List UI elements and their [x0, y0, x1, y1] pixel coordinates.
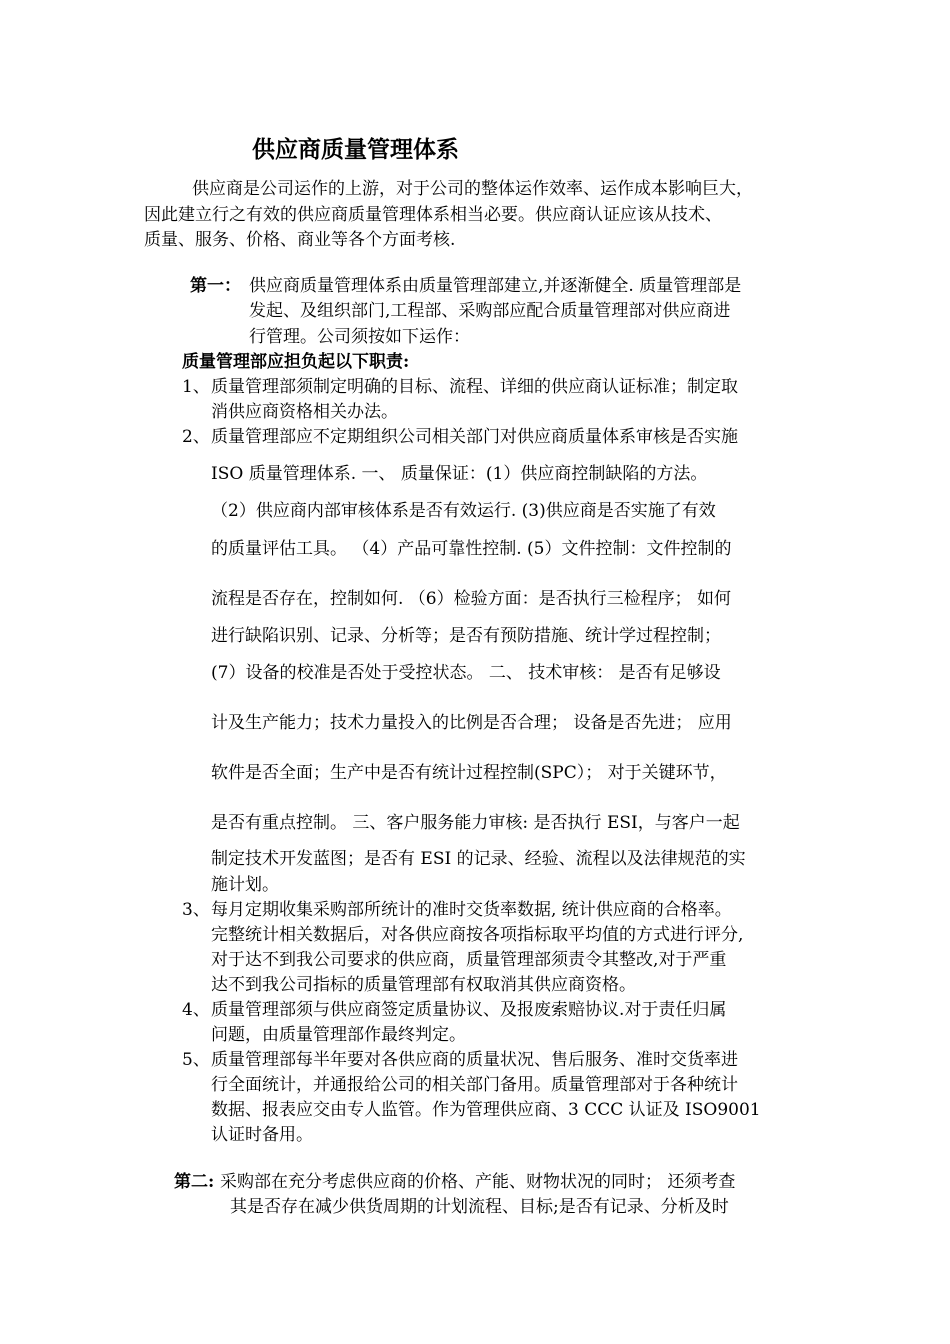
item-line: 质量管理部应不定期组织公司相关部门对供应商质量体系审核是否实施 [211, 427, 738, 447]
first-line: 发起、及组织部门,工程部、采购部应配合质量管理部对供应商进 [249, 301, 731, 321]
intro-line: 因此建立行之有效的供应商质量管理体系相当必要。供应商认证应该从技术、 [144, 205, 722, 225]
second-line: 其是否存在减少供货周期的计划流程、目标;是否有记录、分析及时 [230, 1197, 729, 1217]
item-subline: 软件是否全面；生产中是否有统计过程控制(SPC）； 对于关键环节， [211, 763, 727, 783]
second-label: 第二: [174, 1172, 215, 1192]
item-line: 每月定期收集采购部所统计的准时交货率数据, 统计供应商的合格率。 [211, 900, 732, 920]
item-line: 质量管理部每半年要对各供应商的质量状况、售后服务、准时交货率进 [211, 1050, 738, 1070]
item-number: 2、 [182, 427, 210, 447]
item-subline: 制定技术开发蓝图；是否有 ESI 的记录、经验、流程以及法律规范的实 [211, 849, 746, 869]
item-line: 消供应商资格相关办法。 [211, 402, 398, 422]
item-subline: 是否有重点控制。 三、客户服务能力审核: 是否执行 ESI，与客户一起 [211, 813, 740, 833]
first-label: 第一： [190, 276, 241, 296]
item-number: 1、 [182, 377, 210, 397]
item-subline: 流程是否存在，控制如何. （6）检验方面：是否执行三检程序； 如何 [211, 589, 732, 609]
item-number: 4、 [182, 1000, 210, 1020]
item-line: 认证时备用。 [211, 1125, 313, 1145]
item-subline: 进行缺陷识别、记录、分析等；是否有预防措施、统计学过程控制； [211, 626, 721, 646]
item-line: 完整统计相关数据后，对各供应商按各项指标取平均值的方式进行评分, [211, 925, 744, 945]
item-subline: （2）供应商内部审核体系是否有效运行. (3)供应商是否实施了有效 [211, 501, 716, 521]
item-line: 数据、报表应交由专人监管。作为管理供应商、3 CCC 认证及 ISO9001 [211, 1100, 761, 1120]
intro-line: 供应商是公司运作的上游，对于公司的整体运作效率、运作成本影响巨大， [192, 179, 753, 199]
item-subline: ISO 质量管理体系. 一、 质量保证：(1）供应商控制缺陷的方法。 [211, 464, 708, 484]
item-line: 对于达不到我公司要求的供应商，质量管理部须责令其整改,对于严重 [211, 950, 727, 970]
item-number: 5、 [182, 1050, 210, 1070]
item-subline: 的质量评估工具。 （4）产品可靠性控制. (5）文件控制：文件控制的 [211, 539, 732, 559]
item-subline: (7）设备的校准是否处于受控状态。 二、 技术审核： 是否有足够设 [211, 663, 721, 683]
item-subline: 计及生产能力；技术力量投入的比例是否合理； 设备是否先进； 应用 [211, 713, 732, 733]
item-line: 施计划。 [211, 875, 279, 895]
item-line: 质量管理部须制定明确的目标、流程、详细的供应商认证标准；制定取 [211, 377, 738, 397]
first-line: 供应商质量管理体系由质量管理部建立,并逐渐健全. 质量管理部是 [249, 276, 742, 296]
item-line: 行全面统计，并通报给公司的相关部门备用。质量管理部对于各种统计 [211, 1075, 738, 1095]
duties-heading: 质量管理部应担负起以下职责: [182, 352, 410, 372]
item-line: 质量管理部须与供应商签定质量协议、及报废索赔协议.对于责任归属 [211, 1000, 727, 1020]
item-line: 达不到我公司指标的质量管理部有权取消其供应商资格。 [211, 975, 636, 995]
first-line: 行管理。公司须按如下运作： [249, 327, 470, 347]
intro-line: 质量、服务、价格、商业等各个方面考核. [144, 230, 456, 250]
second-line: 采购部在充分考虑供应商的价格、产能、财物状况的同时； 还须考查 [220, 1172, 736, 1192]
item-number: 3、 [182, 900, 210, 920]
document-title: 供应商质量管理体系 [252, 137, 459, 163]
item-line: 问题，由质量管理部作最终判定。 [211, 1025, 466, 1045]
